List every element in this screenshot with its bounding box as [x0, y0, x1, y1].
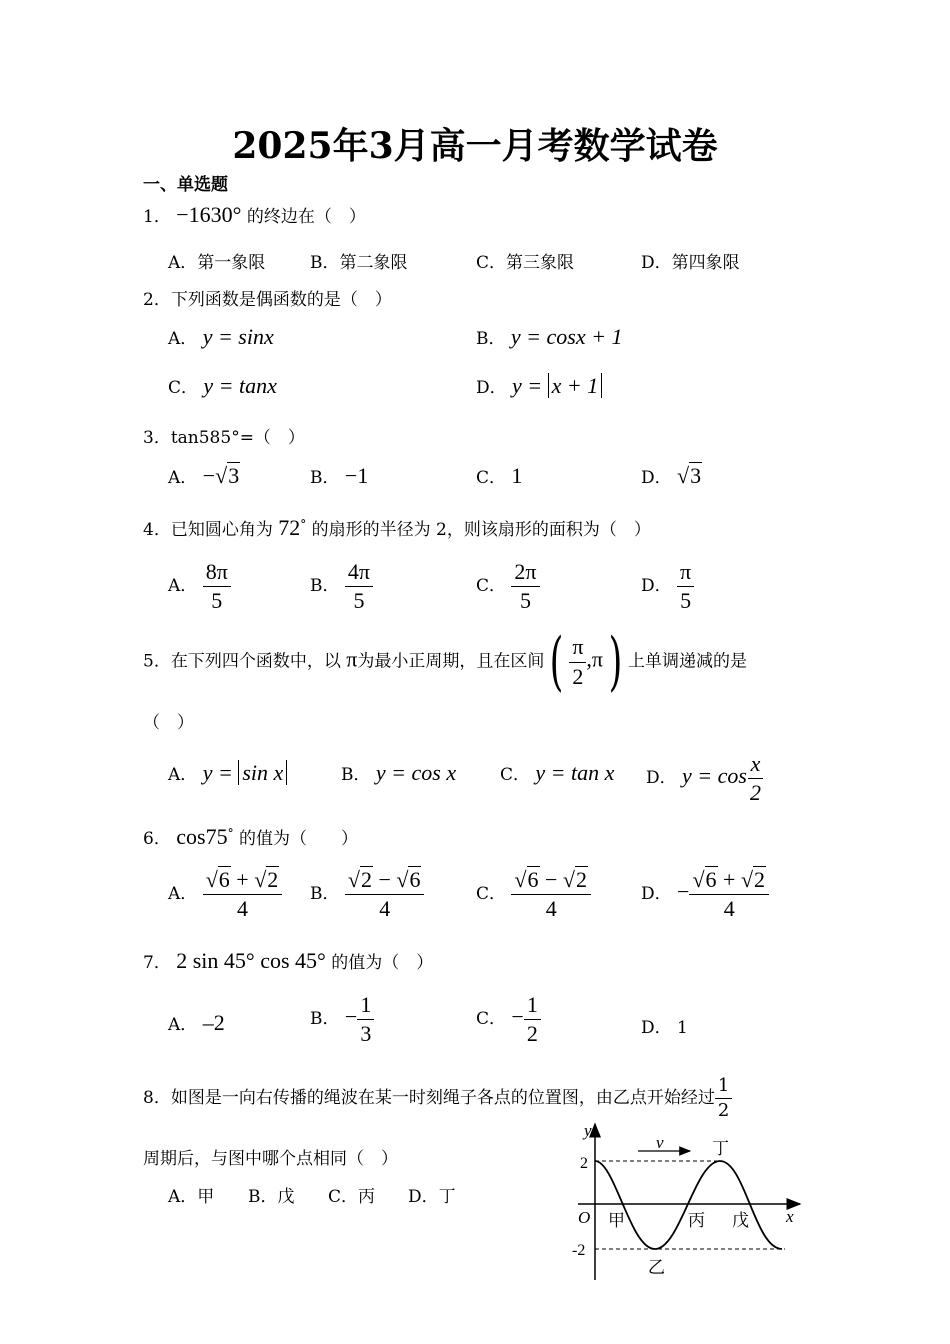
denominator: 5: [353, 588, 365, 614]
radicand: 2: [267, 867, 279, 892]
denominator: 4: [723, 896, 735, 922]
option-c: [500, 760, 614, 786]
math-expression: –2: [202, 1010, 225, 1035]
math-expression: y = sinx: [202, 324, 274, 349]
option-label: C．: [476, 468, 507, 488]
question-text: 的扇形的半径为 2，则该扇形的面积为（ ）: [311, 520, 651, 540]
minus-sign: −: [677, 879, 690, 905]
option-label: B．: [310, 576, 340, 597]
math-expression: 2 sin 45° cos 45°: [176, 948, 326, 973]
wave-curve: [595, 1161, 782, 1249]
fraction: [715, 1076, 732, 1121]
fraction: [524, 993, 541, 1046]
option-label: A．: [168, 329, 198, 349]
wave-figure: [560, 1118, 810, 1288]
right-paren: ): [608, 625, 623, 699]
option-b: [310, 463, 368, 489]
option-c: [476, 463, 522, 489]
fraction: [511, 560, 539, 613]
option-label: D．: [641, 576, 672, 597]
numerator: [689, 868, 769, 895]
point-label-bing: 丙: [688, 1211, 705, 1230]
numerator: 1: [357, 993, 374, 1020]
denominator: 2: [717, 1099, 730, 1121]
option-label: D．: [641, 468, 672, 488]
sqrt-expression: √2: [347, 867, 372, 892]
numerator: 4π: [345, 560, 373, 587]
denominator: 5: [680, 588, 692, 614]
fraction: [345, 560, 373, 613]
sqrt-expression: √6: [692, 867, 717, 892]
option-b: B．第二象限: [310, 253, 408, 273]
pi-symbol: π: [346, 646, 358, 672]
question-text: 的值为（ ）: [331, 953, 434, 973]
option-a: [168, 760, 287, 786]
minus-sign: −: [378, 867, 391, 892]
fraction: [677, 560, 694, 613]
option-a: A．第一象限: [168, 253, 266, 273]
sqrt-expression: √6: [514, 867, 539, 892]
math-expression: y =: [512, 373, 548, 398]
option-b: [310, 993, 374, 1046]
numerator: [345, 868, 425, 895]
denominator: 2: [572, 663, 584, 689]
option-c: [168, 373, 277, 399]
section-heading: 一、单选题: [143, 175, 228, 195]
math-expression: 1: [677, 1018, 688, 1038]
option-a: [168, 1010, 225, 1036]
fraction: [357, 993, 374, 1046]
minus-sign: −: [344, 1004, 358, 1030]
radicand: 2: [360, 867, 372, 892]
numerator: 2π: [511, 560, 539, 587]
option-label: D．: [646, 768, 677, 789]
sqrt-expression: √2: [562, 867, 587, 892]
option-a: [168, 868, 282, 921]
option-label: B．: [310, 884, 340, 905]
option-c: [476, 868, 591, 921]
math-expression: y = cos: [682, 763, 747, 789]
sqrt-expression: √2: [254, 867, 279, 892]
question-number: 5．: [143, 651, 171, 672]
question-6: [143, 824, 358, 850]
option-a: [168, 463, 240, 489]
option-label: B．: [341, 765, 371, 785]
sqrt-expression: √2: [740, 867, 766, 892]
question-text: 下列函数是偶函数的是（ ）: [170, 290, 392, 310]
option-b: [341, 760, 456, 786]
math-expression: −1: [344, 463, 369, 488]
option-label: B．: [310, 468, 340, 488]
option-b: [310, 560, 373, 613]
option-c: C．丙: [328, 1187, 376, 1207]
numerator: [511, 868, 591, 895]
numerator: 1: [524, 993, 541, 1020]
option-label: A．: [168, 765, 198, 785]
option-b: B．戊: [248, 1187, 295, 1207]
question-7: [143, 948, 433, 974]
radicand: 6: [705, 867, 717, 892]
option-label: D．: [641, 1018, 672, 1038]
option-label: C．: [476, 884, 507, 905]
sqrt-expression: √3: [215, 463, 240, 488]
option-a: A．甲: [168, 1187, 215, 1207]
denominator: 4: [379, 896, 391, 922]
option-a: [168, 324, 274, 350]
option-c: C．第三象限: [476, 253, 575, 273]
numerator: 8π: [203, 560, 231, 587]
question-number: 4．: [143, 520, 171, 540]
option-label: D．: [641, 884, 672, 905]
radicand: 6: [409, 867, 421, 892]
option-label: C．: [168, 378, 199, 398]
question-4: [143, 515, 651, 541]
degree-sign: °: [300, 517, 307, 532]
question-2: [143, 285, 392, 310]
point-label-wu: 戊: [732, 1211, 749, 1230]
question-number: 1．: [143, 207, 171, 227]
option-label: C．: [500, 765, 531, 785]
option-d: [641, 463, 702, 489]
tick-label-bottom: -2: [572, 1242, 586, 1259]
denominator: 2: [749, 780, 761, 806]
point-label-yi: 乙: [648, 1258, 665, 1277]
plus-sign: +: [236, 867, 249, 892]
point-label-jia: 甲: [608, 1211, 625, 1230]
question-number: 8．: [143, 1087, 171, 1108]
page-title: 2025年3月高一月考数学试卷: [232, 125, 718, 167]
question-number: 6．: [143, 829, 171, 849]
sqrt-expression: √3: [677, 463, 702, 488]
denominator: 5: [519, 588, 531, 614]
fraction: [689, 868, 769, 921]
option-c: [476, 993, 541, 1046]
question-text: 上单调递减的是: [628, 651, 747, 672]
radicand: 2: [754, 867, 766, 892]
question-number: 7．: [143, 953, 171, 973]
option-d: D．丁: [408, 1187, 456, 1207]
math-expression: y = tan x: [535, 760, 615, 785]
radicand: 6: [218, 867, 230, 892]
numerator: π: [677, 560, 694, 587]
denominator: 2: [526, 1021, 538, 1047]
option-d: [641, 868, 769, 921]
sqrt-expression: √6: [205, 867, 230, 892]
question-number: 2．: [143, 290, 171, 310]
minus-sign: −: [202, 463, 216, 488]
fraction: [203, 560, 231, 613]
option-label: C．: [476, 1009, 507, 1030]
comma: ,: [586, 646, 592, 672]
angle-value: 75: [205, 824, 228, 849]
fraction: [203, 868, 283, 921]
numerator: x: [748, 752, 764, 779]
question-5: [143, 625, 747, 699]
minus-sign: −: [511, 1004, 524, 1030]
option-a: [168, 560, 231, 613]
option-b: [476, 324, 622, 350]
question-text: 在下列四个函数中，以: [170, 651, 341, 672]
question-text: 为最小正周期，且在区间: [357, 651, 545, 672]
option-d: [476, 373, 602, 399]
option-label: A．: [168, 884, 198, 905]
radicand: 6: [527, 867, 539, 892]
option-label: A．: [168, 576, 198, 597]
answer-paren: （ ）: [143, 713, 194, 733]
fraction: [747, 752, 764, 805]
question-text: 的值为（ ）: [238, 829, 358, 849]
radicand: 3: [228, 463, 240, 488]
option-d: [641, 560, 694, 613]
math-expression: 1: [511, 463, 523, 488]
sqrt-expression: √6: [396, 867, 421, 892]
numerator: 1: [715, 1076, 732, 1099]
option-c: [476, 560, 540, 613]
y-axis-label: y: [584, 1121, 592, 1140]
interval-end: π: [591, 646, 604, 672]
option-label: B．: [476, 329, 506, 349]
option-label: A．: [168, 1015, 198, 1035]
radicand: 2: [576, 867, 587, 892]
math-expression: −1630°: [176, 202, 242, 227]
angle-value: 72: [278, 515, 301, 540]
denominator: 5: [211, 588, 223, 614]
absolute-value: sin x: [238, 760, 287, 785]
option-label: D．: [476, 378, 507, 398]
velocity-label: v: [656, 1133, 664, 1152]
math-expression: y = cos x: [375, 760, 457, 785]
x-axis-label: x: [786, 1207, 794, 1226]
numerator: [203, 868, 283, 895]
denominator: 4: [545, 896, 557, 922]
question-3: [143, 423, 305, 448]
plus-sign: +: [723, 867, 736, 892]
question-text: 已知圆心角为: [170, 520, 273, 540]
question-8: [143, 1076, 732, 1121]
left-paren: (: [549, 625, 564, 699]
numerator: π: [569, 635, 586, 662]
question-text: tan585°=（ ）: [170, 428, 305, 448]
fraction: [569, 635, 586, 688]
option-label: A．: [168, 468, 198, 488]
question-text: 的终边在（ ）: [246, 207, 366, 227]
tick-label-top: 2: [580, 1155, 588, 1172]
math-expression: y =: [202, 760, 239, 785]
denominator: 3: [360, 1021, 372, 1047]
question-text: 如图是一向右传播的绳波在某一时刻绳子各点的位置图，由乙点开始经过: [170, 1087, 715, 1108]
minus-sign: −: [545, 867, 558, 892]
option-d: [646, 752, 764, 805]
point-label-ding: 丁: [712, 1139, 729, 1158]
radicand: 3: [690, 463, 702, 488]
degree-sign: °: [227, 826, 234, 841]
math-expression: y = tanx: [203, 373, 277, 398]
option-d: D．第四象限: [641, 253, 740, 273]
option-label: C．: [476, 576, 507, 597]
absolute-value: x + 1: [548, 373, 603, 398]
option-d: [641, 1013, 688, 1038]
question-number: 3．: [143, 428, 171, 448]
fraction: [345, 868, 425, 921]
question-text: 周期后，与图中哪个点相同（ ）: [143, 1149, 398, 1169]
option-label: B．: [310, 1009, 340, 1030]
option-b: [310, 868, 424, 921]
denominator: 4: [236, 896, 248, 922]
math-expression: cos: [176, 824, 206, 849]
question-1: [143, 202, 366, 228]
origin-label: O: [578, 1208, 591, 1227]
fraction: [511, 868, 591, 921]
math-expression: y = cosx + 1: [510, 324, 623, 349]
